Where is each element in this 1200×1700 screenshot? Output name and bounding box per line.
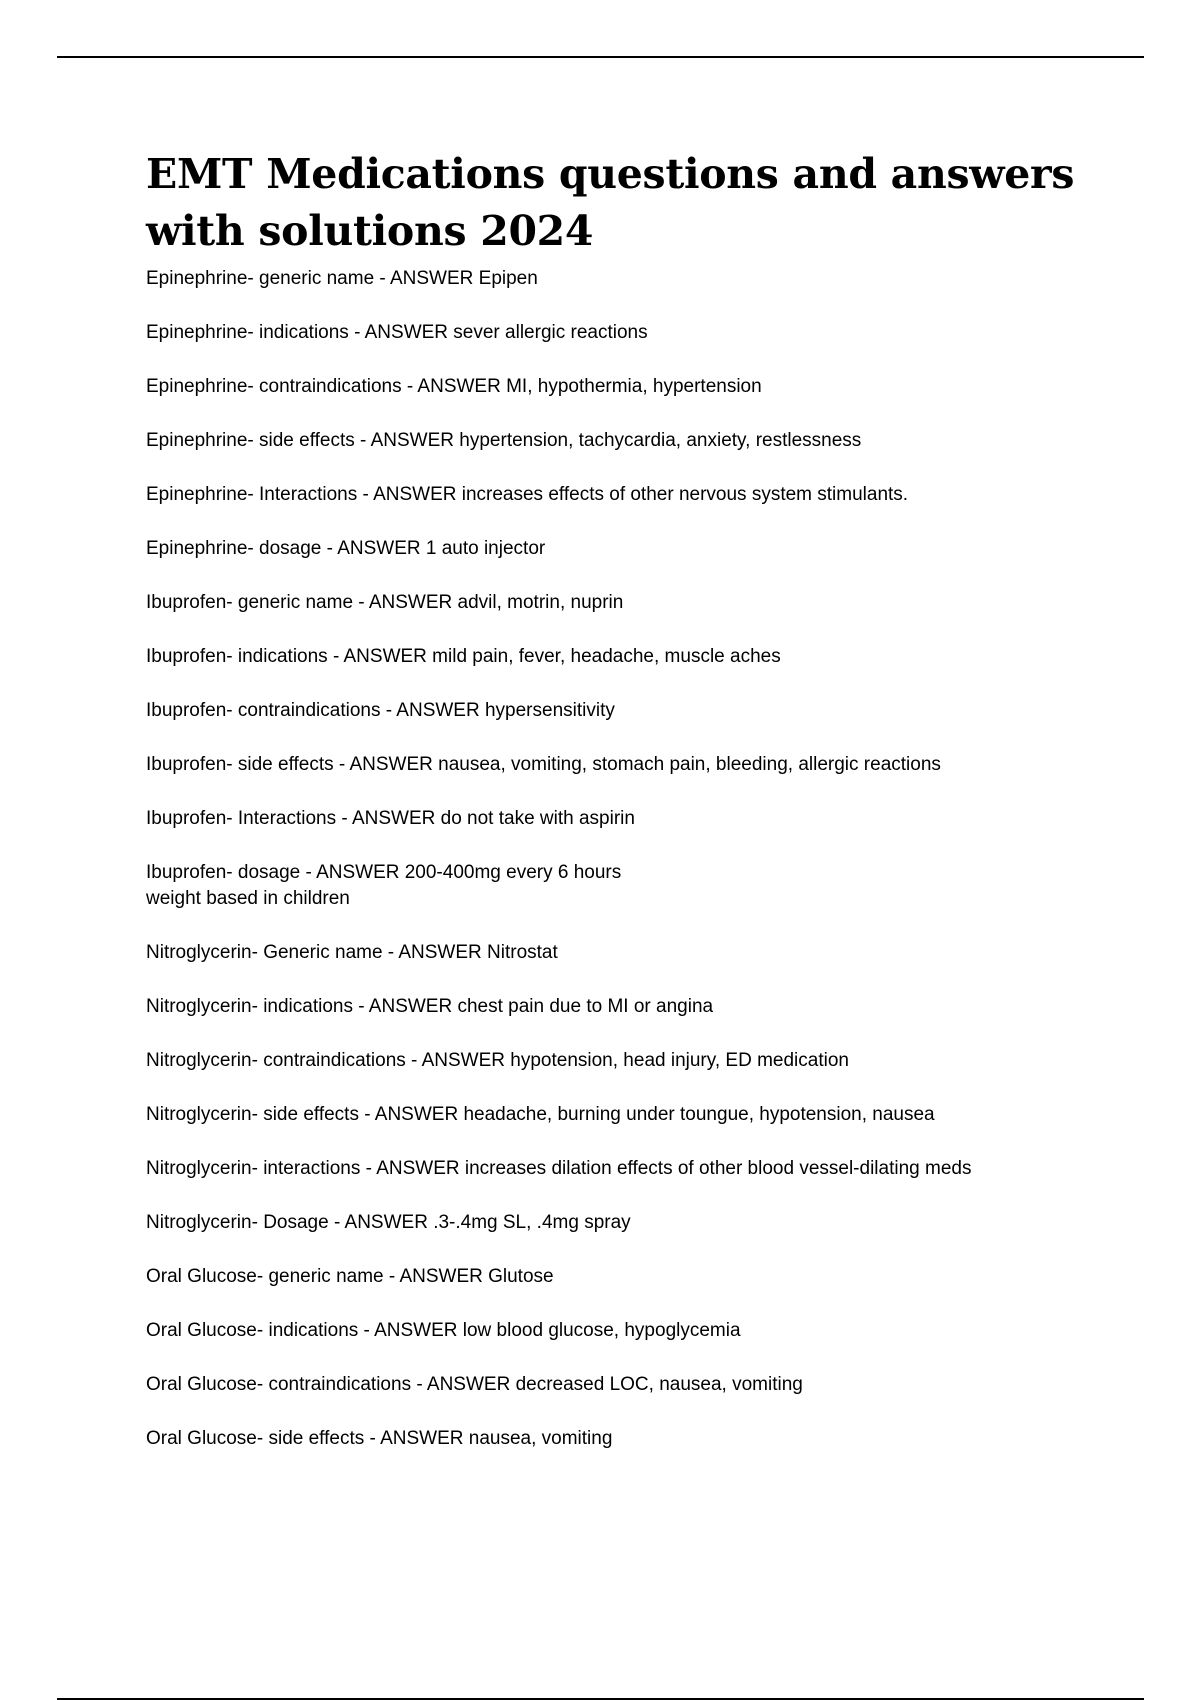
qa-item: Nitroglycerin- contraindications - ANSWER hypotension, head injury, ED medication <box>146 1050 849 1071</box>
document-title: EMT Medications questions and answers with solutions 2024 <box>146 150 1075 255</box>
qa-item: Oral Glucose- indications - ANSWER low blood glucose, hypoglycemia <box>146 1320 741 1341</box>
qa-list <box>146 266 1146 1452</box>
qa-item: Oral Glucose- generic name - ANSWER Glutose <box>146 1266 554 1287</box>
qa-item: Epinephrine- contraindications - ANSWER MI, hypothermia, hypertension <box>146 376 762 397</box>
qa-item: Oral Glucose- side effects - ANSWER nausea, vomiting <box>146 1428 613 1449</box>
document-body <box>146 146 1146 1480</box>
qa-item: Ibuprofen- Interactions - ANSWER do not take with aspirin <box>146 808 635 829</box>
qa-item: Epinephrine- indications - ANSWER sever allergic reactions <box>146 322 648 343</box>
qa-item: Nitroglycerin- Generic name - ANSWER Nitrostat <box>146 942 558 963</box>
qa-item: Ibuprofen- dosage - ANSWER 200-400mg every 6 hours weight based in children <box>146 862 622 909</box>
qa-item: Ibuprofen- indications - ANSWER mild pain, fever, headache, muscle aches <box>146 646 781 667</box>
qa-item: Epinephrine- side effects - ANSWER hypertension, tachycardia, anxiety, restlessness <box>146 430 862 451</box>
qa-item: Ibuprofen- generic name - ANSWER advil, motrin, nuprin <box>146 592 624 613</box>
qa-item: Nitroglycerin- indications - ANSWER chest pain due to MI or angina <box>146 996 714 1017</box>
qa-item: Nitroglycerin- interactions - ANSWER increases dilation effects of other blood vessel-dilating meds <box>146 1158 972 1179</box>
qa-item: Nitroglycerin- Dosage - ANSWER .3-.4mg SL, .4mg spray <box>146 1212 631 1233</box>
qa-item: Nitroglycerin- side effects - ANSWER headache, burning under toungue, hypotension, nausea <box>146 1104 935 1125</box>
qa-item: Epinephrine- generic name - ANSWER Epipen <box>146 268 538 289</box>
qa-item: Epinephrine- Interactions - ANSWER increases effects of other nervous system stimulants. <box>146 484 909 505</box>
top-rule <box>57 56 1144 58</box>
qa-item: Epinephrine- dosage - ANSWER 1 auto injector <box>146 538 546 559</box>
qa-item: Oral Glucose- contraindications - ANSWER decreased LOC, nausea, vomiting <box>146 1374 803 1395</box>
qa-item: Ibuprofen- contraindications - ANSWER hypersensitivity <box>146 700 615 721</box>
qa-item: Ibuprofen- side effects - ANSWER nausea, vomiting, stomach pain, bleeding, allergic reactions <box>146 754 941 775</box>
